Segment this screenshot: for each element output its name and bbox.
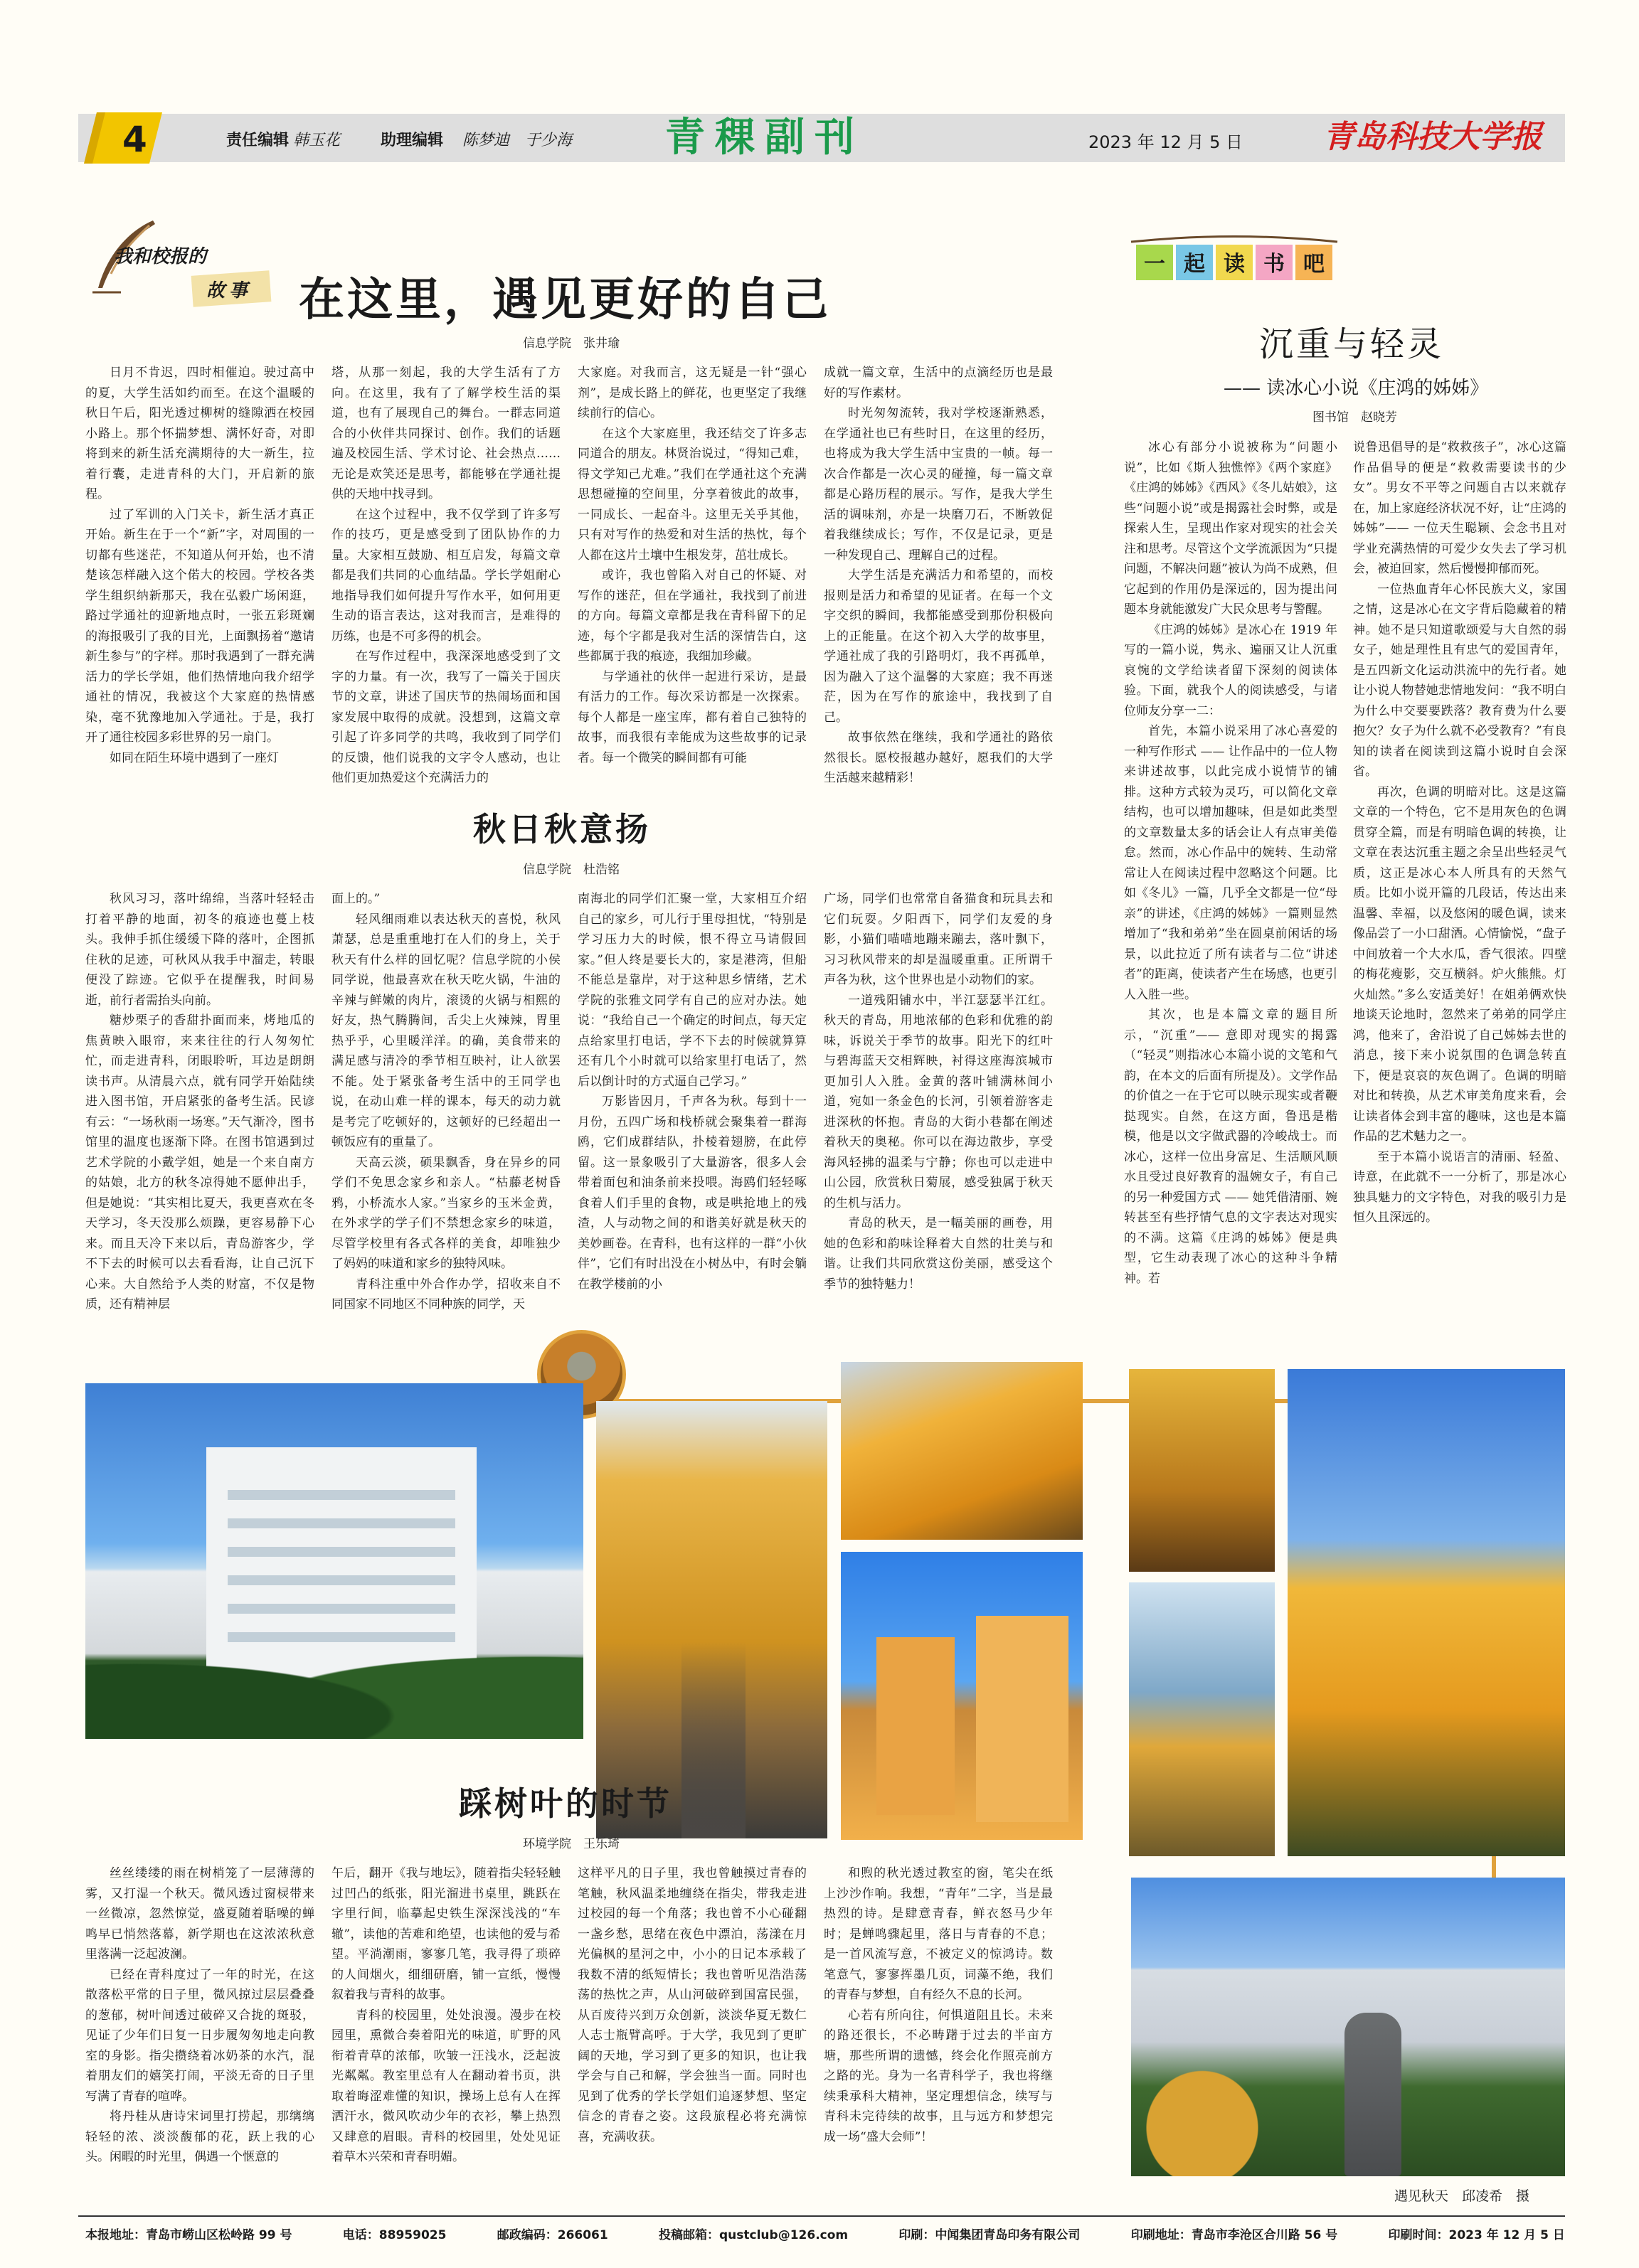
paragraph: 秋风习习，落叶绵绵，当落叶轻轻击打着平静的地面，初冬的痕迹也蔓上枝头。我伸手抓住缓缓下降的落叶，企图抓住秋的足迹，可秋风从我手中溜走，转眼便没了踪迹。它似乎在提醒我，时间易逝，前行者需抬头向前。: [85, 892, 314, 1008]
article2-byline: 信息学院 杜浩铭: [523, 863, 620, 877]
paragraph: 面上的。”: [331, 892, 381, 906]
paragraph: 成就一篇文章，生活中的点滴经历也是最好的写作素材。: [824, 366, 1053, 400]
article1-byline: 信息学院 张井瑜: [523, 336, 620, 351]
article4-col4: [824, 1863, 1053, 2147]
path-shape: [681, 1401, 746, 1838]
footer-printer: 印刷：中闻集团青岛印务有限公司: [898, 2228, 1081, 2242]
paragraph: 万影皆因月，千声各为秋。每到十一月份，五四广场和栈桥就会聚集着一群海鸥，它们成群结队，扑棱着翅膀，在此停留。这一景象吸引了大量游客，很多人会带着面包和油条前来投喂。海鸥们轻轻啄食着人们手里的食物，或是哄抢地上的残渣，人与动物之间的和谐美好就是秋天的美妙画卷。在青科，也有这样的一群“小伙伴”，它们有时出没在小树丛中，有时会躺在教学楼前的小: [578, 1095, 807, 1292]
paragraph: 在这个过程中，我不仅学到了许多写作的技巧，更是感受到了团队协作的力量。大家相互鼓励、相互启发，每篇文章都是我们共同的心血结晶。学长学姐耐心地指导我们如何提升写作水平，如何用更生动的语言表达，这对我而言，是难得的历练，也是不可多得的机会。: [331, 507, 561, 644]
paragraph: 轻风细雨难以表达秋天的喜悦，秋风萧瑟，总是重重地打在人们的身上，关于秋天有什么样的回忆呢？信息学院的小侯同学说，他最喜欢在秋天吃火锅，牛油的辛辣与鲜嫩的肉片，滚烫的火锅与相熙的好友，热气腾腾间，舌尖上火辣辣，胃里热乎乎，心里暖洋洋。的确，美食带来的满足感与清冷的季节相互映衬，让人欲罢不能。处于紧张备考生活中的王同学也说，在动山难一样的课本，每天的动力就是考完了吃顿好的，这顿好的已经超出一顿饭应有的重量了。: [331, 912, 561, 1149]
assistant-editor-label: 助理编辑: [381, 132, 444, 149]
paragraph: 塔，从那一刻起，我的大学生活有了方向。在这里，我有了了解学校生活的渠道，也有了展现自己的舞台。一群志同道合的小伙伴共同探讨、创作。我们的话题遍及校园生活、学术讨论、社会热点……无论是欢笑还是思考，都能够在学通社提供的天地中找寻到。: [331, 366, 561, 501]
reading-badge-text: [1136, 246, 1332, 277]
article4-byline: 环境学院 王乐琦: [523, 1837, 620, 1851]
paragraph: 丝丝缕缕的雨在树梢笼了一层薄薄的雾，又打湿一个秋天。微风透过窗棂带来一丝微凉，忽然惊觉，盛夏随着聒噪的蝉鸣早已悄然落幕，新学期也在这浓浓秋意里落满一泛起波澜。: [85, 1866, 314, 1961]
article2-title: 秋日秋意扬: [473, 810, 651, 848]
article4-col1: [85, 1863, 314, 2168]
paragraph: 至于本篇小说语言的清丽、轻盈、诗意，在此就不一一分析了，那是冰心独具魅力的文字特色，对我的吸引力是恒久且深远的。: [1353, 1149, 1566, 1225]
golden-trees-photo: [841, 1362, 1083, 1540]
ginkgo-photo: [1129, 1369, 1275, 1572]
newspaper-name: 青岛科技大学报: [1323, 119, 1542, 155]
paragraph: 一位热血青年心怀民族大义，家国之情，这是冰心在文字背后隐藏着的精神。她不是只知道歌颂爱与大自然的弱女子，她是理性且有忠气的爱国青年，是五四新文化运动洪流中的先行者。她让小说人物替她悲情地发问：“我不明白为什么中交要要跌落？教育费为什么要抱欠？女子为什么就不必受教育？”有良知的读者在阅读到这篇小说时自会深省。: [1353, 582, 1566, 779]
reading-badge-char: 读: [1224, 252, 1245, 277]
paragraph: 与学通社的伙伴一起进行采访，是最有活力的工作。每次采访都是一次探索。每个人都是一座宝库，都有着自己独特的故事，而我很有幸能成为这些故事的记录者。每一个微笑的瞬间都有可能: [578, 669, 807, 765]
paragraph: 在这个大家庭里，我还结交了许多志同道合的朋友。林贤治说过，“得知己难，得文学知己尤难。”我们在学通社这个充满思想碰撞的空间里，分享着彼此的故事，一同成长、一起奋斗。这里无关乎其他，只有对写作的热爱和对生活的热忱，每个人都在这片土壤中生根发芽，茁壮成长。: [578, 426, 807, 563]
paragraph: 过了军训的入门关卡，新生活才真正开始。新生在于一个“新”字，对周围的一切都有些迷茫，不知道从何开始，也不清楚该怎样融入这个偌大的校园。学校各类学生组织纳新那天，我在弘毅广场闲逛，路过学通社的迎新地点时，一张五彩斑斓的海报吸引了我的目光，上面飘扬着“邀请新生参与”的字样。那时我遇到了一群充满活力的学长学姐，他们热情地向我介绍学通社的情况，我被这个大家庭的热情感染，毫不犹豫地加入学通社。于是，我打开了通往校园多彩世界的另一扇门。: [85, 507, 314, 745]
page-number: 4: [122, 119, 147, 160]
paragraph: 《庄鸿的姊姊》是冰心在 1919 年写的一篇小说，隽永、遍丽又让人沉重哀惋的文学给读者留下深刻的阅读体验。下面，就我个人的阅读感受，与诸位师友分享一二：: [1124, 622, 1337, 718]
reading-badge-char: 书: [1263, 252, 1285, 277]
paragraph: 首先，本篇小说采用了冰心喜爱的一种写作形式 —— 让作品中的一位人物来讲述故事，以此完成小说情节的铺排。这种方式较为灵巧，可以简化文章结构，也可以增加趣味，但是如此类型的文章数量太多的话会让人有点审美倦怠。然而，冰心作品中的婉转、生动常常让人在阅读过程中忽略这个问题。比如《冬儿》一篇，几乎全文都是一位“母亲”的讲述，《庄鸿的姊姊》一篇则显然增加了“我和弟弟”坐在圆桌前闲话的场景，以此拉近了所有读者与二位“讲述者”的距离，使读者产生在场感，也更引人入胜一些。: [1124, 724, 1337, 1002]
article3-title: 沉重与轻灵: [1259, 324, 1445, 364]
paragraph: 时光匆匆流转，我对学校逐渐熟悉，在学通社也已有些时日，在这里的经历，也将成为我大学生活中宝贵的一帧。每一次合作都是一次心灵的碰撞，每一篇文章都是心路历程的展示。写作，是我大学生活的调味剂，亦是一块磨刀石，不断敦促着我继续成长；写作，不仅是记录，更是一种发现自己、理解自己的过程。: [824, 406, 1053, 563]
paragraph: 这样平凡的日子里，我也曾触摸过青春的笔触，秋风温柔地缠绕在指尖，带我走进过校园的每一个角落；我也曾不小心碰翻一盏乡愁，思绪在夜色中漂泊，荡漾在月光偏枫的星河之中，小小的日记本承载了我数不清的纸短情长；我也曾听见浩浩荡荡的热忱之声，从山河破碎到国富民强，从百废待兴到万众创新，淡淡华夏无数仁人志士瓶臂高呼。于大学，我见到了更旷阔的天地，学习到了更多的知识，也让我学会与自己和解，学会独当一面。同时也见到了优秀的学长学姐们追逐梦想、坚定信念的青春之姿。这段旅程必将充满惊喜，充满收获。: [578, 1866, 807, 2144]
paragraph: 青科的校园里，处处浪漫。漫步在校园里，熏微合奏着阳光的味道，旷野的风衔着青草的浓郁，吹皱一汪浅水，泛起波光粼粼。教室里总有人在翻动着书页，洪取着晦涩难懂的知识，操场上总有人在挥洒汗水，微风吹动少年的衣衫，攀上热烈又肆意的眉眼。青科的校园里，处处见证着草木兴荣和青春明媚。: [331, 2008, 561, 2164]
footer-print-date: 印刷时间：2023 年 12 月 5 日: [1388, 2228, 1565, 2242]
footer-print-address: 印刷地址：青岛市李沧区合川路 56 号: [1130, 2228, 1338, 2242]
article4-col2: [331, 1863, 561, 2168]
article3-col1: [1124, 437, 1337, 1289]
paragraph: 广场，同学们也常常自备猫食和玩具去和它们玩耍。夕阳西下，同学们友爱的身影，小猫们喵喵地蹦来蹦去，落叶飘下，习习秋风带来的却是温暖重重。正所谓千声各为秋，这个世界也是小动物们的家。: [824, 892, 1053, 987]
issue-date: 2023 年 12 月 5 日: [1088, 132, 1243, 152]
paragraph: 如同在陌生环境中遇到了一座灯: [110, 750, 279, 765]
paragraph: 青岛的秋天，是一幅美丽的画卷，用她的色彩和韵味诠释着大自然的壮美与和谐。让我们共同欣赏这份美丽，感受这个季节的独特魅力！: [824, 1216, 1053, 1292]
article2-col1: [85, 889, 314, 1315]
footer-address: 本报地址：青岛市崂山区松岭路 99 号: [85, 2228, 292, 2242]
paragraph: 已经在青科度过了一年的时光，在这散落松平常的日子里，微风掠过层层叠叠的葱郁，树叶间透过破碎又合拢的斑驳，见证了少年们日复一日步履匆匆地走向教室的身影。指尖攒绕着冰奶茶的水汽，混着朋友们的嬉笑打闹，平淡无奇的日子里写满了青春的喧哗。: [85, 1967, 314, 2104]
column-badge-line1: 我和校报的: [114, 246, 207, 267]
building-shape: [876, 1637, 955, 1815]
ginkgo-foliage: [1131, 2055, 1273, 2176]
building-shape: [976, 1616, 1068, 1822]
footer-email[interactable]: 投稿邮箱：qustclub@126.com: [659, 2228, 849, 2242]
reading-badge-char: 起: [1184, 252, 1205, 277]
article3-col2: [1353, 437, 1566, 1228]
paragraph: 再次，色调的明暗对比。这是这篇文章的一个特色，它不是用灰色的色调贯穿全篇，而是有明暗色调的转换，让文章在表达沉重主题之余呈出些轻灵气质，这正是冰心本人所具有的天然气质。比如小说开篇的几段话，传达出来温馨、幸福，以及悠闲的暖色调，读来像品尝了一小口甜酒。心情愉悦，“盘子中间放着一个大水瓜，香气很浓。四壁的梅花瘦影，交互横斜。炉火熊熊。灯火灿然。”多么安适美好！在姐弟俩欢快地谈天论地时，忽然来了弟弟的同学庄鸿，他来了，舍沿说了自己姊姊去世的消息，接下来小说氛围的色调急转直下，便是哀哀的灰色调了。色调的明暗对比和转换，从艺术审美角度来看，会让读者体会到丰富的趣味，这也是本篇作品的艺术魅力之一。: [1353, 784, 1566, 1144]
article2-col4: [824, 889, 1053, 1294]
footer: [85, 2225, 1565, 2242]
paragraph: 一道残阳铺水中，半江瑟瑟半江红。秋天的青岛，用地浓郁的色彩和优雅的韵味，诉说关于季节的故事。阳光下的红叶与碧海蓝天交相辉映，衬得这座海滨城市更加引人入胜。金黄的落叶铺满林间小道，宛如一条金色的长河，引领着游客走进深秋的怀抱。青岛的大街小巷都在阐述着秋天的奥秘。你可以在海边散步，享受海风轻拂的温柔与宁静；你也可以走进中山公园，欣赏秋日菊展，感受独属于秋天的生机与活力。: [824, 993, 1053, 1210]
photo-credit: 遇见秋天 邱凌希 摄: [1394, 2188, 1530, 2204]
paragraph: 故事依然在继续，我和学通社的路依然很长。愿校报越办越好，愿我们的大学生活越来越精彩！: [824, 730, 1053, 785]
paragraph: 糖炒栗子的香甜扑面而来，烤地瓜的焦黄映入眼帘，来来往往的行人匆匆忙忙，而走进青科，闭眼聆听，耳边是朗朗读书声。从清晨六点，就有同学开始陆续进入图书馆，开启紧张的备考生活。民谚有云：“一场秋雨一场寒。”天气渐冷，图书馆里的温度也逐渐下降。在图书馆遇到过艺术学院的小戴学姐，她是一个来自南方的姑娘，北方的秋冬凉得她不愿伸出手，但是她说：“其实相比夏天，我更喜欢在冬天学习，冬天没那么烦躁，更容易静下心来。而且天冷下来以后，青岛游客少，学不下去的时候可以去看看海，让自己沉下心来。大自然给予人类的财富，不仅是物质，还有精神层: [85, 1013, 314, 1311]
paragraph: 青科注重中外合作办学，招收来自不同国家不同地区不同种族的同学，天: [331, 1277, 561, 1311]
column-badge-line2: 故事: [206, 280, 253, 302]
paragraph: 和煦的秋光透过教室的窗，笔尖在纸上沙沙作响。我想，“青年”二字，当是最热烈的诗。是肆意青春，鲜衣怒马少年时；是蝉鸣骤起里，落日与青春的不息；是一首风流写意，不被定义的惊鸿诗。数笔意气，寥寥挥墨几页，词藻不绝，我们的青春与梦想，自有经久不息的长河。: [824, 1866, 1053, 2002]
editor-name: 韩玉花: [293, 132, 341, 149]
trees-shape: [85, 1625, 583, 1739]
paragraph: 冰心有部分小说被称为“问题小说”，比如《斯人独憔悴》《两个家庭》《庄鸿的姊姊》《西风》《冬儿姑娘》，这些“问题小说”或是揭露社会时弊，或是探索人生，呈现出作家对现实的社会关注和思考。尽管这个文学流派因为“只提问题，不解决问题”被认为尚不成熟，但它起到的作用仍是深远的，因为提出问题本身就能激发广大民众思考与警醒。: [1124, 440, 1337, 617]
paragraph: 日月不肯迟，四时相催迫。驶过高中的夏，大学生活如约而至。在这个温暖的秋日午后，阳光透过柳树的缝隙洒在校园小路上。那个怀揣梦想、满怀好奇，对即将到来的新生活充满期待的大一新生，拉着行囊，走进青科的大门，开启新的旅程。: [85, 366, 314, 501]
paragraph: 将丹桂从唐诗宋词里打捞起，那缡缡轻轻的浓、淡淡馥郁的花，跃上我的心头。闲暇的时光里，偶遇一个惬意的: [85, 2109, 314, 2164]
article2-col3: [578, 889, 807, 1294]
article4-title: 踩树叶的时节: [459, 1784, 672, 1823]
orange-building-photo: [841, 1552, 1083, 1840]
paragraph: 其次，也是本篇文章的题目所示，“沉重”—— 意即对现实的揭露（“轻灵”则指冰心本篇小说的文笔和气韵，在本文的后面有所提及）。文学作品的价值之一在于它可以映示现实或者鞭挞现实。自然，在这方面，鲁迅是楷模，他是以文字做武器的冷峻战士。而冰心，这样一位出身富足、生活顺风顺水且受过良好教育的温婉女子，有自己的另一种爱国方式 —— 她凭借清丽、婉转甚至有些抒情气息的文字表达对现实的不满。这篇《庄鸿的姊姊》便是典型，它生动表现了冰心的这种斗争精神。若: [1124, 1008, 1337, 1286]
section-masthead: 青稞副刊: [665, 115, 864, 161]
paragraph: 大学生活是充满活力和希望的，而校报则是活力和希望的见证者。在每一个文字交织的瞬间，我都能感受到那份积极向上的正能量。在这个初入大学的故事里，学通社成了我的引路明灯，我不再孤单，因为融入了这个温馨的大家庭；我不再迷茫，因为在写作的旅途中，我找到了自己。: [824, 568, 1053, 725]
paragraph: 天高云淡，硕果飘香，身在异乡的同学们不免思念家乡和亲人。“枯藤老树昏鸦，小桥流水人家。”当家乡的玉米金黄，在外求学的学子们不禁想念家乡的味道，尽管学校里有各式各样的美食，却唯独少了妈妈的味道和家乡的独特风味。: [331, 1155, 561, 1271]
paragraph: 心若有所向往，何惧道阻且长。未来的路还很长，不必畴躇于过去的半亩方塘，那些所谓的遗憾，终会化作照亮前方之路的光。身为一名青科学子，我也将继续秉承科大精神，坚定理想信念，续写与青科未完待续的故事，且与远方和梦想完成一场“盛大会师”！: [824, 2008, 1053, 2144]
article1-col4: [824, 363, 1053, 789]
paragraph: 说鲁迅倡导的是“救救孩子”，冰心这篇作品倡导的便是“救救需要读书的少女”。男女不平等之问题自古以来就存在，加上家庭经济状况不好，让“庄鸿的姊姊”—— 一位天生聪颖、会念书且对学业充满热情的可爱少女失去了学习机会，被迫回家，然后慢慢抑郁而死。: [1353, 440, 1566, 576]
article4-col3: [578, 1863, 807, 2147]
footer-rule: [78, 2215, 1565, 2217]
assistant-editor-names: 陈梦迪 于少海: [462, 132, 573, 149]
autumn-tree-photo: [1129, 1582, 1275, 1856]
paragraph: 午后，翻开《我与地坛》，随着指尖轻轻触过凹凸的纸张，阳光溜进书桌里，跳跃在字里行间，临摹起史铁生深深浅浅的“车辙”，读他的苦难和绝望，也读他的爱与希望。平淌潮雨，寥寥几笔，我寻得了琐碎的人间烟火，细细研磨，铺一宣纸，慢慢叙着我与青科的故事。: [331, 1866, 561, 2002]
paragraph: 大家庭。对我而言，这无疑是一针“强心剂”，是成长路上的鲜花，也更坚定了我继续前行的信心。: [578, 366, 807, 420]
article1-col3: [578, 363, 807, 768]
article1-col2: [331, 363, 561, 789]
article1-title: 在这里，遇见更好的自己: [299, 274, 831, 326]
article2-col2: [331, 889, 561, 1315]
statue-photo: [1131, 1878, 1565, 2176]
golden-path-photo: [596, 1401, 827, 1838]
paragraph: 或许，我也曾陷入对自己的怀疑、对写作的迷茫，但在学通社，我找到了前进的方向。每篇文章都是我在青科留下的足迹，每个字都是我对生活的深情告白，这些都属于我的痕迹，我细加珍藏。: [578, 568, 807, 664]
editor-label: 责任编辑: [226, 132, 290, 149]
reading-badge-char: 一: [1144, 252, 1165, 277]
footer-postcode: 邮政编码：266061: [497, 2228, 608, 2242]
paragraph: 南海北的同学们汇聚一堂，大家相互介绍自己的家乡，可儿行于里母担忧，“特别是学习压力大的时候，恨不得立马请假回家。”但人终是要长大的，家是港湾，但船不能总是靠岸，对于这种思乡情绪，艺术学院的张雅文同学有自己的应对办法。她说：“我给自己一个确定的时间点，每天定点给家里打电话，学不下去的时候就算算还有几个小时就可以给家里打电话了，然后以倒计时的方式逼自己学习。”: [578, 892, 807, 1089]
article3-byline: 图书馆 赵晓芳: [1312, 410, 1397, 425]
footer-phone: 电话：88959025: [342, 2228, 447, 2242]
tall-ginkgo-photo: [1288, 1369, 1565, 1856]
article3-subtitle: —— 读冰心小说《庄鸿的姊姊》: [1224, 378, 1489, 399]
article1-col1: [85, 363, 314, 768]
paragraph: 在写作过程中，我深深地感受到了文字的力量。有一次，我写了一篇关于国庆节的文章，讲述了国庆节的热闹场面和国家发展中取得的成就。没想到，这篇文章引起了许多同学的共鸣，我收到了同学们的反馈，他们说我的文字令人感动，也让他们更加热爱这个充满活力的: [331, 649, 561, 785]
reading-badge-char: 吧: [1303, 252, 1325, 277]
statue-shape: [1344, 2013, 1401, 2176]
campus-building-photo: [85, 1383, 583, 1739]
